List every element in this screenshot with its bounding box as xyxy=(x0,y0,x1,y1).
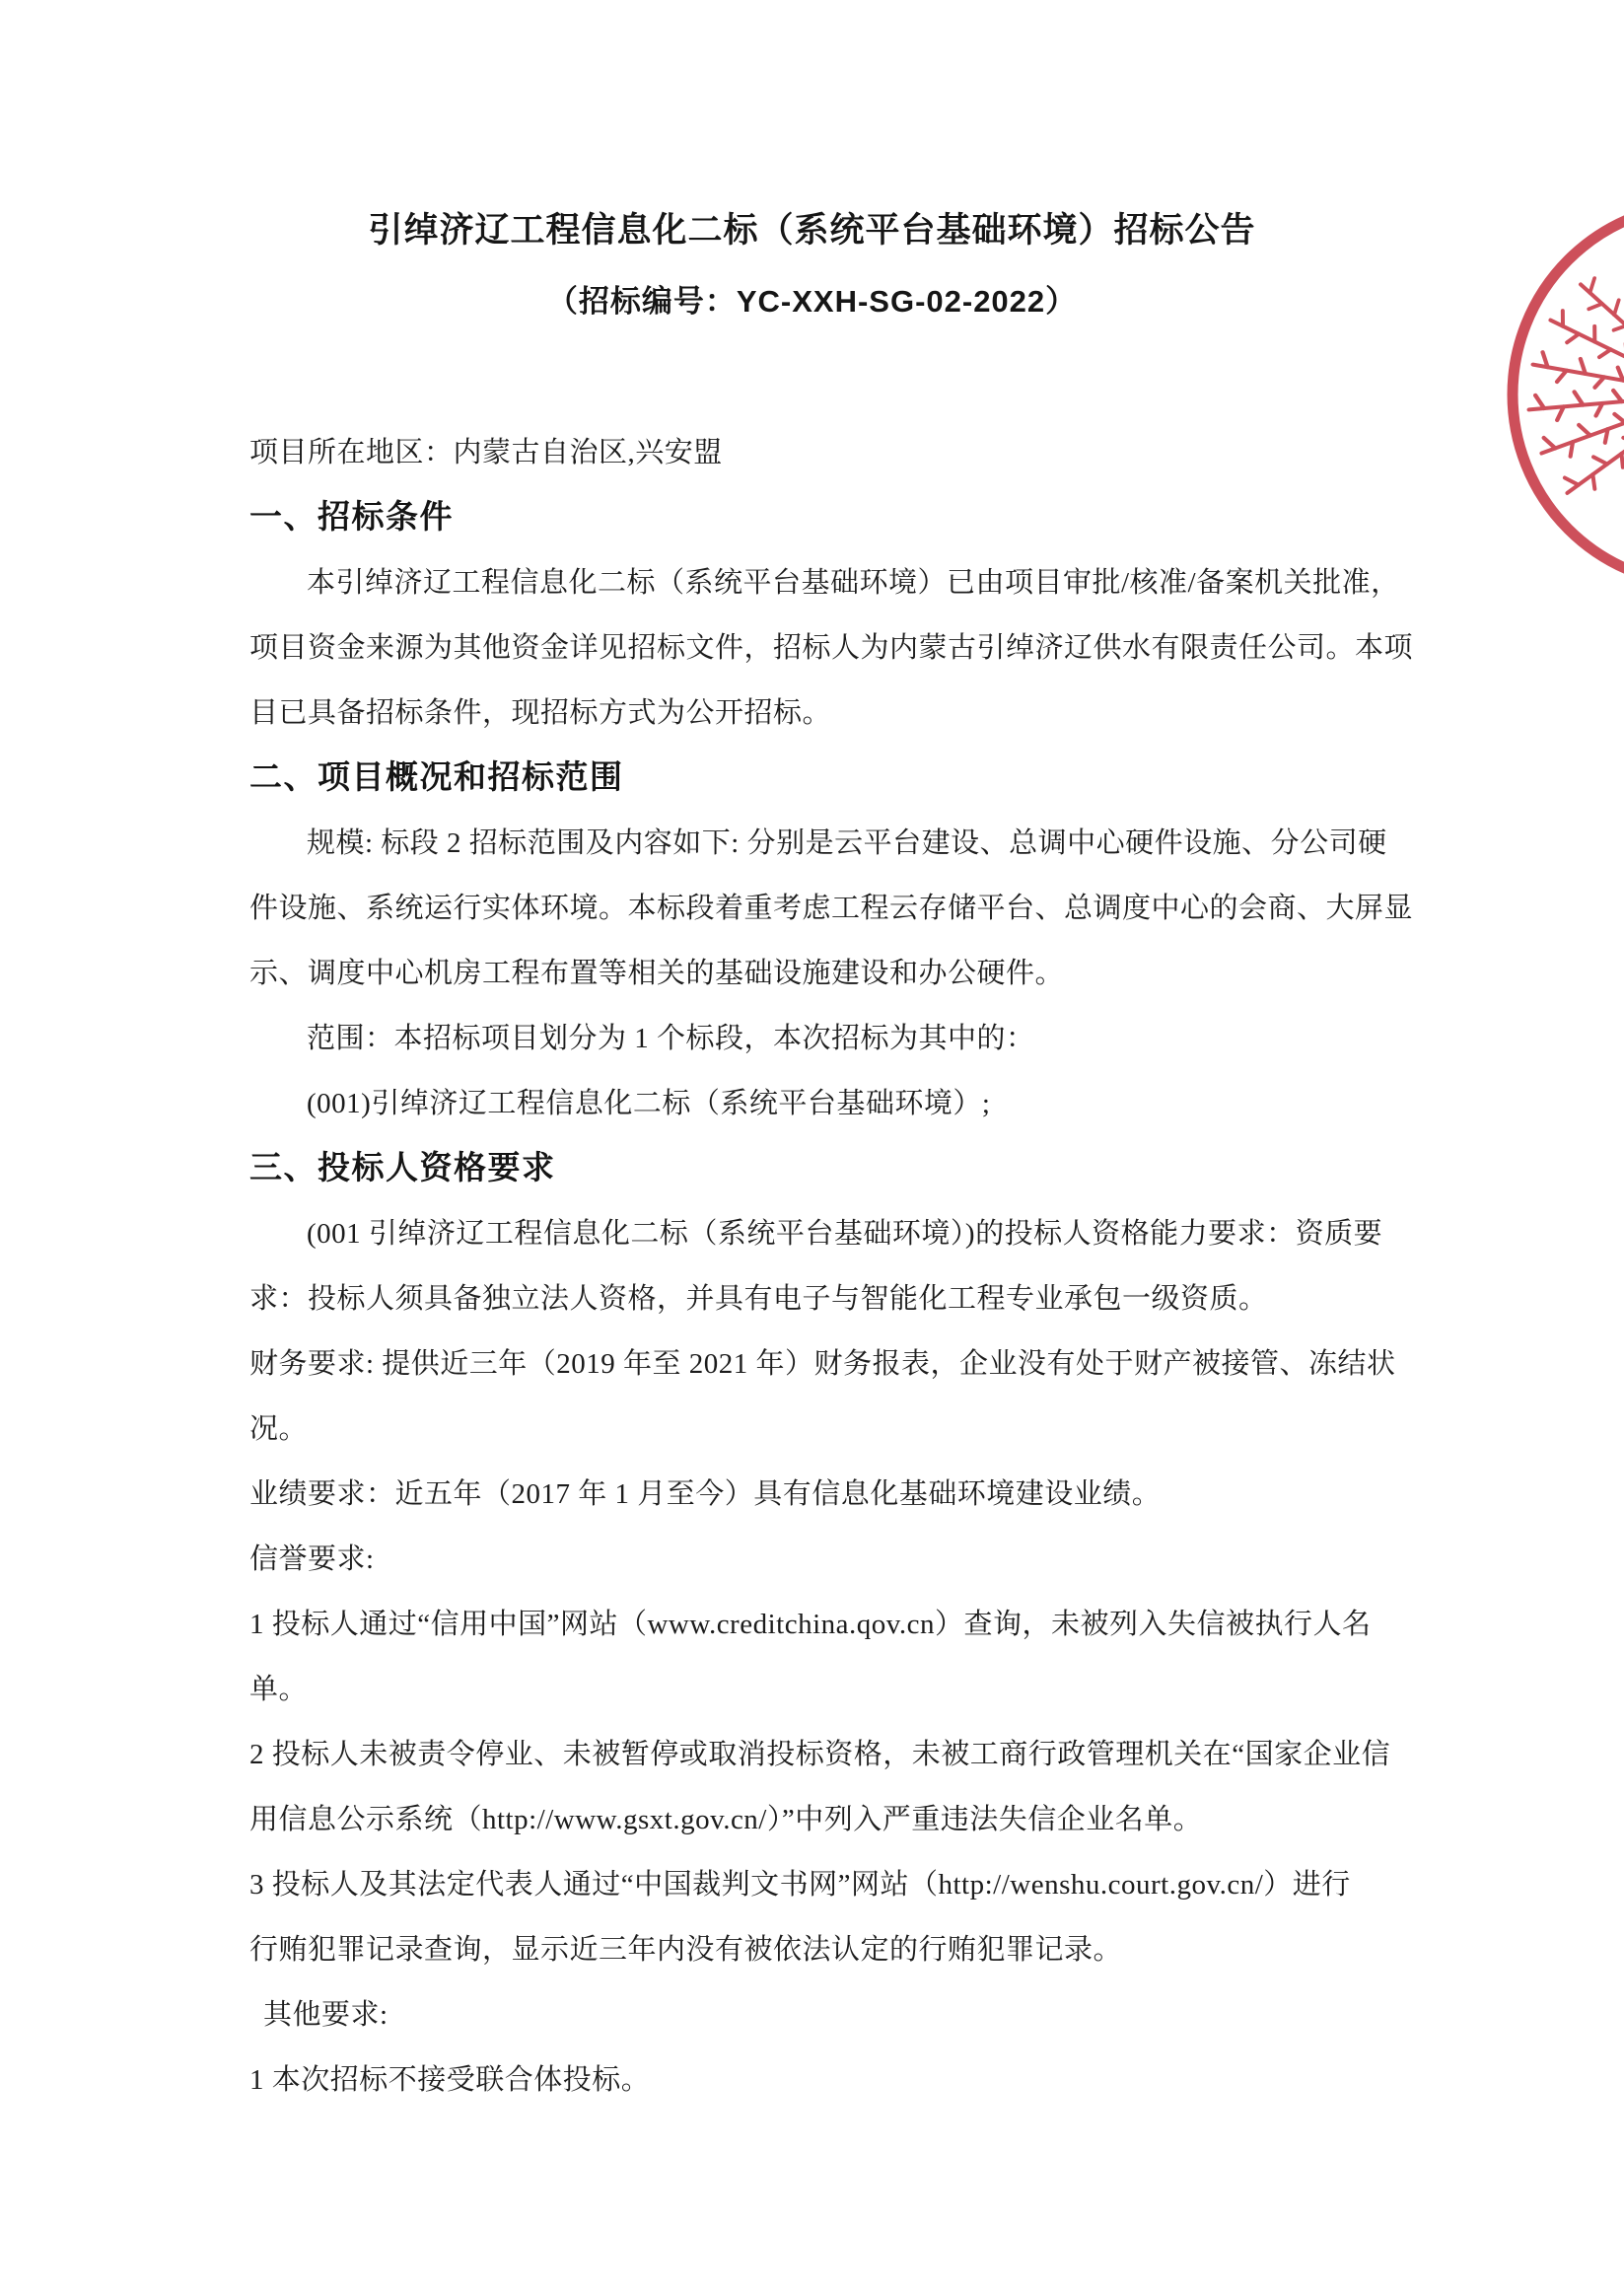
section-1-heading: 一、招标条件 xyxy=(249,500,454,536)
credit-requirement-label: 信誉要求: xyxy=(249,1543,375,1575)
credit-item-3-line: 3 投标人及其法定代表人通过“中国裁判文书网”网站（http://wenshu.court.gov.cn/）进行 xyxy=(249,1869,1351,1901)
credit-item-2-line: 2 投标人未被责令停业、未被暂停或取消投标资格，未被工商行政管理机关在“国家企业信 xyxy=(249,1739,1391,1770)
credit-item-2-line: 用信息公示系统（http://www.gsxt.gov.cn/）”中列入严重违法失信企业名单。 xyxy=(249,1804,1203,1835)
section-2-line: 件设施、系统运行实体环境。本标段着重考虑工程云存储平台、总调度中心的会商、大屏显 xyxy=(249,893,1414,924)
performance-requirement-line: 业绩要求：近五年（2017 年 1 月至今）具有信息化基础环境建设业绩。 xyxy=(249,1478,1162,1510)
section-1-line: 目已具备招标条件，现招标方式为公开招标。 xyxy=(249,697,832,729)
section-1-line: 本引绰济辽工程信息化二标（系统平台基础环境）已由项目审批/核准/备案机关批准， xyxy=(307,567,1400,599)
credit-item-3-line: 行贿犯罪记录查询，显示近三年内没有被依法认定的行贿犯罪记录。 xyxy=(249,1934,1123,1966)
section-3-line: (001 引绰济辽工程信息化二标（系统平台基础环境）)的投标人资格能力要求：资质要 xyxy=(307,1218,1383,1250)
financial-requirement-line: 财务要求: 提供近三年（2019 年至 2021 年）财务报表，企业没有处于财产被接管、冻结状 xyxy=(249,1348,1396,1380)
project-location-line: 项目所在地区：内蒙古自治区,兴安盟 xyxy=(249,437,723,468)
section-3-line: 求：投标人须具备独立法人资格，并具有电子与智能化工程专业承包一级资质。 xyxy=(249,1283,1268,1315)
other-requirement-item-line: 1 本次招标不接受联合体投标。 xyxy=(249,2064,651,2096)
document-body xyxy=(249,420,1423,2113)
other-requirement-label: 其他要求: xyxy=(263,1999,388,2031)
section-1-line: 项目资金来源为其他资金详见招标文件，招标人为内蒙古引绰济辽供水有限责任公司。本项 xyxy=(249,632,1414,664)
tender-number-subtitle: （招标编号：YC-XXH-SG-02-2022） xyxy=(546,284,1078,319)
section-2-heading: 二、项目概况和招标范围 xyxy=(249,760,624,796)
section-3-heading: 三、投标人资格要求 xyxy=(249,1151,556,1186)
credit-item-1-line: 1 投标人通过“信用中国”网站（www.creditchina.qov.cn）查询，未被列入失信被执行人名 xyxy=(249,1609,1372,1640)
page-title: 引绰济辽工程信息化二标（系统平台基础环境）招标公告 xyxy=(368,211,1256,250)
section-2-lot-line: (001)引绰济辽工程信息化二标（系统平台基础环境）; xyxy=(307,1088,991,1119)
section-2-scope-line: 范围：本招标项目划分为 1 个标段，本次招标为其中的： xyxy=(307,1023,1035,1054)
section-2-line: 示、调度中心机房工程布置等相关的基础设施建设和办公硬件。 xyxy=(249,958,1065,989)
credit-item-1-line: 单。 xyxy=(249,1674,309,1705)
section-2-line: 规模: 标段 2 招标范围及内容如下: 分别是云平台建设、总调中心硬件设施、分公司硬 xyxy=(307,827,1387,859)
financial-requirement-line: 况。 xyxy=(249,1413,309,1445)
document-header xyxy=(0,207,1624,323)
